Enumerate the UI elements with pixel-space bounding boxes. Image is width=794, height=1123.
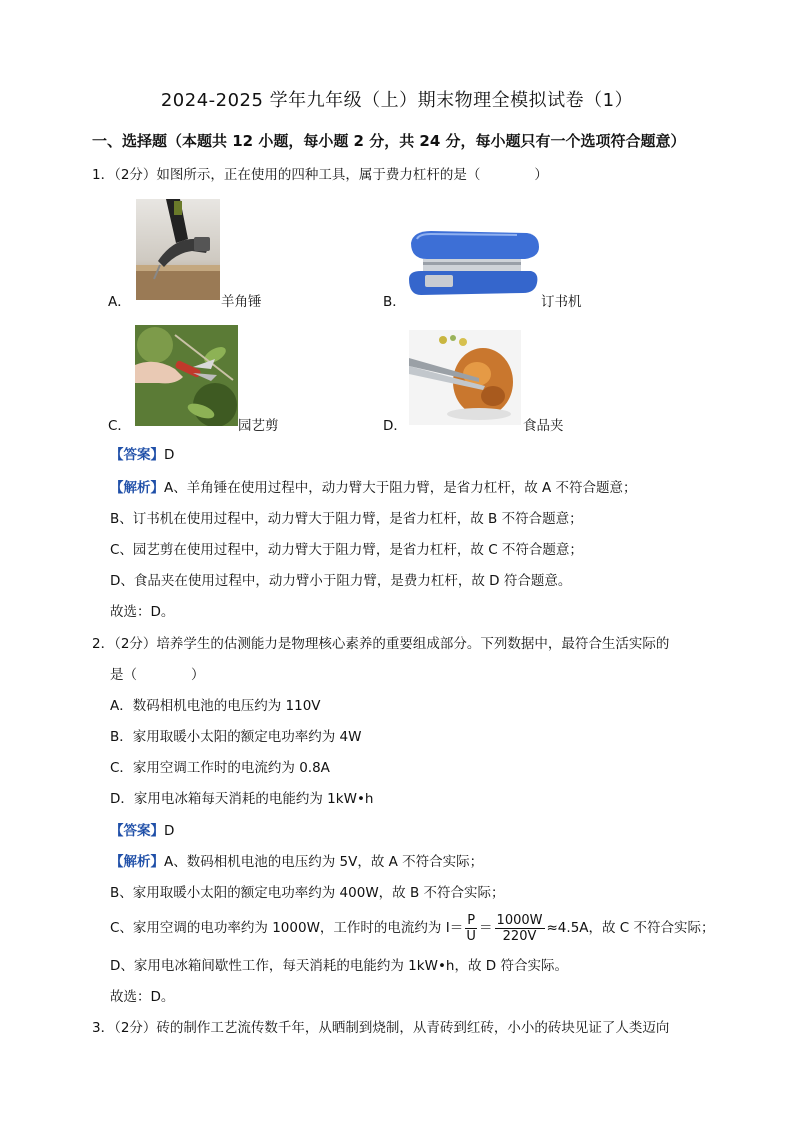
q1-stem: 1．（2分）如图所示，正在使用的四种工具，属于费力杠杆的是（ ） — [92, 167, 548, 183]
q1-analysis-b: B、订书机在使用过程中，动力臂大于阻力臂，是省力杠杆，故 B 不符合题意； — [110, 511, 583, 527]
q1-option-a-caption: 羊角锤 — [221, 294, 262, 310]
q1-analysis-line: A、羊角锤在使用过程中，动力臂大于阻力臂，是省力杠杆，故 A 不符合题意； — [164, 480, 637, 496]
q1-option-a-letter: A． — [108, 294, 131, 310]
q1-answer-tag: 【答案】 — [110, 447, 164, 463]
q1-option-b-letter: B． — [383, 294, 406, 310]
q1-analysis-c: C、园艺剪在使用过程中，动力臂大于阻力臂，是省力杠杆，故 C 不符合题意； — [110, 542, 583, 558]
q1-answer — [110, 446, 174, 464]
q2-stem-line2: 是（ ） — [110, 667, 205, 683]
q2-option-a: A．数码相机电池的电压约为 110V — [110, 698, 321, 714]
q1-analysis-a — [110, 479, 637, 497]
q3-stem-line1: 3．（2分）砖的制作工艺流传数千年，从晒制到烧制，从青砖到红砖，小小的砖块见证了人类迈向 — [92, 1020, 670, 1036]
section-heading: 一、选择题（本题共 12 小题，每小题 2 分，共 24 分，每小题只有一个选项符合题意） — [92, 132, 686, 150]
q1-analysis-tag: 【解析】 — [110, 480, 164, 496]
q1-answer-value: D — [164, 447, 175, 463]
fraction-power-over-voltage — [495, 913, 545, 944]
fraction-numerator: P — [467, 912, 476, 928]
garden-shears-image — [135, 325, 238, 426]
q2-analysis-a-text: A、数码相机电池的电压约为 5V，故 A 不符合实际； — [164, 854, 484, 870]
q1-option-b-caption: 订书机 — [541, 294, 582, 310]
q2-analysis-a — [110, 853, 483, 871]
stapler-image — [407, 229, 540, 301]
q2-analysis-c — [110, 911, 715, 945]
fraction-denominator: U — [466, 928, 476, 944]
q2-analysis-c-pre: C、家用空调的电功率约为 1000W，工作时的电流约为 I＝ — [110, 920, 464, 936]
q1-option-d-caption: 食品夹 — [523, 418, 564, 434]
q2-conclusion: 故选：D。 — [110, 989, 175, 1005]
q2-option-c: C．家用空调工作时的电流约为 0.8A — [110, 760, 330, 776]
q2-analysis-tag: 【解析】 — [110, 854, 164, 870]
fraction-denominator: 220V — [502, 928, 537, 944]
fraction-p-over-u — [465, 913, 477, 944]
claw-hammer-image — [136, 199, 220, 300]
q2-answer — [110, 822, 174, 840]
q2-answer-value: D — [164, 823, 175, 839]
food-tongs-image — [409, 330, 521, 425]
q2-answer-tag: 【答案】 — [110, 823, 164, 839]
q2-stem-line1: 2．（2分）培养学生的估测能力是物理核心素养的重要组成部分。下列数据中，最符合生活实际的 — [92, 636, 670, 652]
q2-analysis-d: D、家用电冰箱间歇性工作，每天消耗的电能约为 1kW•h，故 D 符合实际。 — [110, 958, 568, 974]
q1-conclusion: 故选：D。 — [110, 604, 175, 620]
exam-title: 2024-2025 学年九年级（上）期末物理全模拟试卷（1） — [160, 90, 634, 111]
equals-sign: ＝ — [479, 920, 493, 936]
q2-option-d: D．家用电冰箱每天消耗的电能约为 1kW•h — [110, 791, 374, 807]
q2-analysis-b: B、家用取暖小太阳的额定电功率约为 400W，故 B 不符合实际； — [110, 885, 505, 901]
q1-option-c-caption: 园艺剪 — [238, 418, 279, 434]
q1-option-c-letter: C． — [108, 418, 131, 434]
q1-analysis-d: D、食品夹在使用过程中，动力臂小于阻力臂，是费力杠杆，故 D 符合题意。 — [110, 573, 572, 589]
fraction-numerator: 1000W — [496, 912, 543, 928]
q1-option-d-letter: D． — [383, 418, 407, 434]
q2-option-b: B．家用取暖小太阳的额定电功率约为 4W — [110, 729, 362, 745]
q2-analysis-c-post: ≈4.5A，故 C 不符合实际； — [546, 920, 715, 936]
